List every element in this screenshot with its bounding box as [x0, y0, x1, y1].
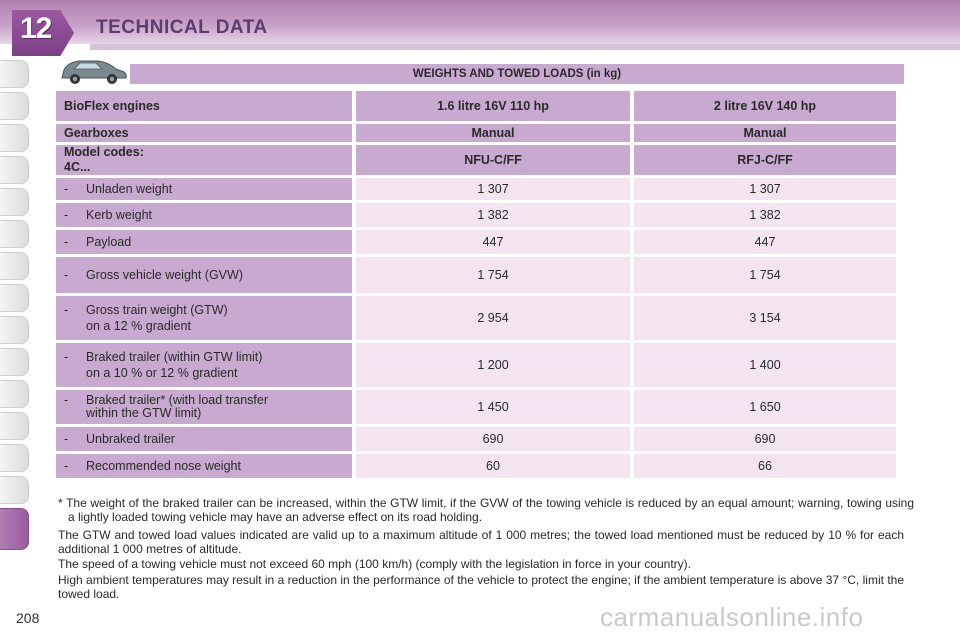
row-label [56, 343, 352, 387]
watermark: carmanualsonline.info [600, 602, 864, 632]
model-codes-line1: Model codes: [64, 145, 144, 159]
asterisk-note: * The weight of the braked trailer can be increased, within the GTW limit, if the GVW of the towing vehicle is reduced by an equal amount; warning, towing using a lightly loaded towing vehicle may have an adverse effect on its road holding. [58, 496, 914, 524]
row-dash: - [64, 235, 69, 249]
side-tab[interactable] [0, 476, 29, 504]
row-label [56, 178, 352, 200]
table-row [56, 257, 896, 293]
temperature-note: High ambient temperatures may result in a reduction in the performance of the vehicle to protect the engine; if the ambient temperature is above 37 °C, limit the towed load. [58, 573, 904, 601]
table-caption: WEIGHTS AND TOWED LOADS (in kg) [130, 64, 904, 84]
row-value-col2: 447 [634, 230, 896, 254]
weights-table [52, 88, 900, 481]
model-code-col2: RFJ-C/FF [634, 145, 896, 175]
row-label [56, 296, 352, 340]
row-label-text: Braked trailer* (with load transfer [86, 393, 269, 407]
row-label [56, 454, 352, 478]
engine-col2: 2 litre 16V 140 hp [634, 91, 896, 121]
altitude-note: The GTW and towed load values indicated are valid up to a maximum altitude of 1 000 metres; the towed load mentioned must be reduced by 10 % for each additional 1 000 metres of altitude. [58, 528, 904, 556]
row-value-col1: 2 954 [356, 296, 630, 340]
row-value-col2: 1 650 [634, 390, 896, 424]
side-tab[interactable] [0, 60, 29, 88]
row-value-col1: 1 382 [356, 203, 630, 227]
row-label-text: Gross vehicle weight (GVW) [86, 268, 243, 282]
page-title: TECHNICAL DATA [96, 17, 268, 38]
header-band-lower [90, 44, 960, 50]
side-tab[interactable] [0, 220, 29, 248]
row-value-col2: 1 382 [634, 203, 896, 227]
row-dash: - [64, 303, 69, 317]
row-dash: - [64, 393, 69, 407]
row-dash: - [64, 459, 69, 473]
car-icon [58, 56, 128, 86]
side-tab[interactable] [0, 252, 29, 280]
side-tab[interactable] [0, 92, 29, 120]
row-value-col1: 60 [356, 454, 630, 478]
row-value-col1: 1 754 [356, 257, 630, 293]
row-label [56, 427, 352, 451]
row-value-col1: 1 307 [356, 178, 630, 200]
model-code-col1: NFU-C/FF [356, 145, 630, 175]
engine-col1: 1.6 litre 16V 110 hp [356, 91, 630, 121]
gearbox-col2: Manual [634, 124, 896, 142]
side-tab[interactable] [0, 412, 29, 440]
table-row [56, 427, 896, 451]
row-value-col1: 1 450 [356, 390, 630, 424]
row-dash: - [64, 268, 69, 282]
row-label-text: Payload [86, 235, 132, 249]
side-tab[interactable] [0, 284, 29, 312]
side-tab[interactable] [0, 348, 29, 376]
row-label-text: Gross train weight (GTW) [86, 303, 228, 317]
table-row [56, 178, 896, 200]
model-codes-line2: 4C... [64, 160, 91, 174]
header-row-gearboxes [56, 124, 896, 142]
speed-note: The speed of a towing vehicle must not exceed 60 mph (100 km/h) (comply with the legislation in force in your country). [58, 557, 691, 571]
row-value-col2: 1 400 [634, 343, 896, 387]
page-number: 208 [16, 610, 40, 626]
row-dash: - [64, 350, 69, 364]
row-label-text-line2: on a 12 % gradient [86, 319, 191, 333]
row-label-text: Recommended nose weight [86, 459, 241, 473]
row-value-col2: 66 [634, 454, 896, 478]
side-tab[interactable] [0, 444, 29, 472]
row-label-text: Kerb weight [86, 208, 153, 222]
row-label-text-line2: on a 10 % or 12 % gradient [86, 366, 238, 380]
row-dash: - [64, 432, 69, 446]
side-tab[interactable] [0, 316, 29, 344]
row-label-text: Unbraked trailer [86, 432, 175, 446]
row-value-col2: 1 307 [634, 178, 896, 200]
table-row [56, 454, 896, 478]
row-label-text-line2: within the GTW limit) [86, 406, 202, 420]
row-label [56, 203, 352, 227]
row-label [56, 230, 352, 254]
side-tab-active[interactable] [0, 508, 29, 550]
table-row [56, 296, 896, 340]
side-tab[interactable] [0, 124, 29, 152]
row-label-text: Braked trailer (within GTW limit) [86, 350, 263, 364]
row-value-col1: 1 200 [356, 343, 630, 387]
table-row [56, 230, 896, 254]
row-value-col2: 1 754 [634, 257, 896, 293]
row-label [56, 257, 352, 293]
side-tab[interactable] [0, 380, 29, 408]
row-value-col2: 3 154 [634, 296, 896, 340]
table-row [56, 203, 896, 227]
gearboxes-label: Gearboxes [56, 124, 352, 142]
header-row-engines [56, 91, 896, 121]
side-tab[interactable] [0, 156, 29, 184]
row-value-col1: 690 [356, 427, 630, 451]
table-row [56, 343, 896, 387]
side-chapter-tabs [0, 60, 38, 570]
header-row-model-codes [56, 145, 896, 175]
table-row [56, 390, 896, 424]
chapter-number: 12 [20, 12, 52, 45]
model-codes-label [56, 145, 352, 175]
row-dash: - [64, 208, 69, 222]
row-label-text: Unladen weight [86, 182, 173, 196]
side-tab[interactable] [0, 188, 29, 216]
row-value-col2: 690 [634, 427, 896, 451]
row-value-col1: 447 [356, 230, 630, 254]
row-dash: - [64, 182, 69, 196]
engines-label: BioFlex engines [56, 91, 352, 121]
row-label [56, 390, 352, 424]
gearbox-col1: Manual [356, 124, 630, 142]
